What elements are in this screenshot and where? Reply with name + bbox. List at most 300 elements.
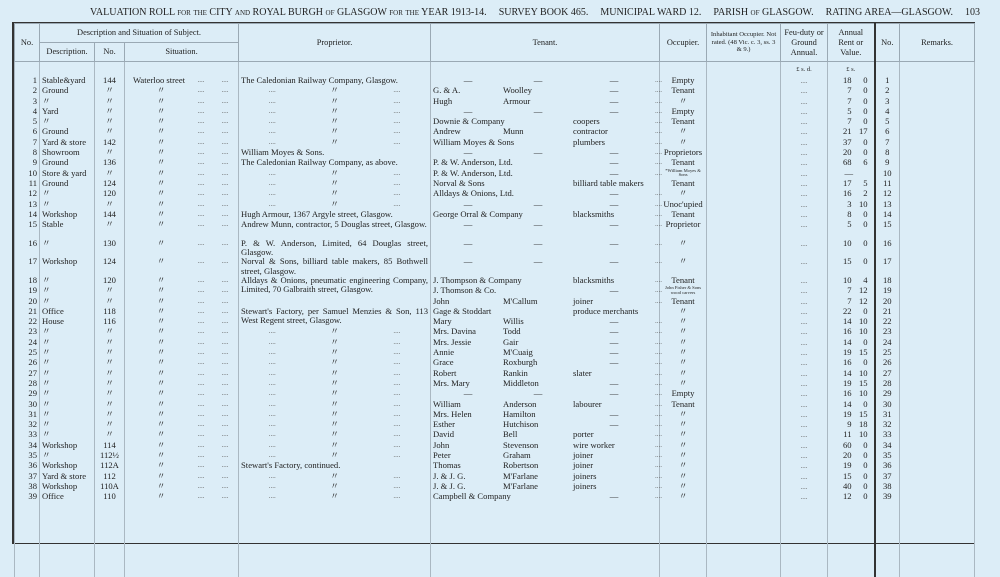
row-situation xyxy=(125,430,239,440)
tenant-surname: — xyxy=(503,239,573,248)
row-remarks xyxy=(900,327,975,337)
dots: .... xyxy=(189,389,213,398)
row-tenant xyxy=(431,220,660,239)
dots: .... xyxy=(801,221,808,229)
rent-cells xyxy=(830,482,872,491)
rent-cells xyxy=(830,200,872,209)
row-inhabitant-occupier xyxy=(707,76,781,86)
ditto-mark: 〃 xyxy=(303,189,365,198)
ditto-mark: 〃 xyxy=(127,338,189,347)
row-inhabitant-occupier xyxy=(707,107,781,117)
row-feu-duty xyxy=(781,472,828,482)
row-number-right: 4 xyxy=(875,107,900,117)
situation-cells xyxy=(127,189,236,198)
situation-cells xyxy=(127,86,236,95)
dots: .... xyxy=(801,258,808,266)
dots: .... xyxy=(189,420,213,429)
row-remarks xyxy=(900,148,975,158)
row-situation xyxy=(125,239,239,258)
dots: .... xyxy=(366,420,428,429)
tenant-name: J. Thomson & Co. xyxy=(433,286,573,295)
tenant-trade: billiard table makers xyxy=(573,179,655,188)
dots: .... xyxy=(655,117,662,126)
dots: .... xyxy=(366,327,428,336)
ditto-mark: 〃 xyxy=(303,482,365,491)
row-street-number: 142 xyxy=(95,138,125,148)
tenant-cells xyxy=(433,107,657,116)
proprietor-ditto xyxy=(241,338,428,347)
dots: .... xyxy=(241,430,303,439)
ditto-mark: 〃 xyxy=(303,472,365,481)
row-number: 29 xyxy=(15,389,40,399)
row-inhabitant-occupier xyxy=(707,117,781,127)
tenant-cells xyxy=(433,286,657,295)
row-number: 32 xyxy=(15,420,40,430)
rent-shillings: 0 xyxy=(852,117,868,126)
dots: .... xyxy=(801,201,808,209)
tenant-surname: Willis xyxy=(503,317,573,326)
rent-pounds: 16 xyxy=(830,327,852,336)
tenant-trade: — xyxy=(573,239,655,248)
occupier-text: 〃 xyxy=(679,357,688,367)
row-description: Workshop xyxy=(40,461,95,471)
dots: .... xyxy=(213,472,237,481)
row-proprietor xyxy=(239,257,431,276)
dots: .... xyxy=(655,169,662,178)
dots: .... xyxy=(366,441,428,450)
tenant-cells xyxy=(433,420,657,429)
row-number: 37 xyxy=(15,472,40,482)
row-number: 5 xyxy=(15,117,40,127)
row-situation xyxy=(125,317,239,327)
rent-shillings: 0 xyxy=(852,76,868,85)
row-proprietor xyxy=(239,389,431,399)
table-row xyxy=(15,220,975,239)
occupier-text: 〃 xyxy=(679,238,688,248)
tenant-cells xyxy=(433,389,657,398)
row-feu-duty xyxy=(781,317,828,327)
dots: .... xyxy=(213,200,237,209)
tenant-trade: joiner xyxy=(573,297,655,306)
row-tenant xyxy=(431,286,660,296)
proprietor-text: The Caledonian Railway Company, as above. xyxy=(241,157,398,167)
row-number: 25 xyxy=(15,348,40,358)
row-feu-duty xyxy=(781,158,828,168)
ditto-mark: 〃 xyxy=(303,97,365,106)
dots: .... xyxy=(366,410,428,419)
row-situation xyxy=(125,220,239,239)
occupier-text: Tenant xyxy=(671,399,694,409)
row-tenant xyxy=(431,76,660,86)
row-number: 23 xyxy=(15,327,40,337)
ditto-mark: 〃 xyxy=(303,369,365,378)
row-description: 〃 xyxy=(40,276,95,286)
row-number-right: 22 xyxy=(875,317,900,327)
row-tenant xyxy=(431,307,660,317)
dots: .... xyxy=(655,348,662,357)
row-description: 〃 xyxy=(40,117,95,127)
dots: .... xyxy=(801,328,808,336)
row-inhabitant-occupier xyxy=(707,220,781,239)
tenant-trade: — xyxy=(573,200,655,209)
occupier-text: Tenant xyxy=(671,116,694,126)
row-remarks xyxy=(900,420,975,430)
proprietor-text: William Moyes & Sons. xyxy=(241,147,324,157)
row-situation xyxy=(125,86,239,96)
row-situation xyxy=(125,492,239,502)
dots: .... xyxy=(213,158,237,167)
row-description: Office xyxy=(40,307,95,317)
tenant-cells xyxy=(433,338,657,347)
dots: .... xyxy=(189,348,213,357)
dots: .... xyxy=(801,108,808,116)
occupier-text: Empty xyxy=(672,106,695,116)
row-inhabitant-occupier xyxy=(707,297,781,307)
tenant-cells xyxy=(433,482,657,491)
dots: .... xyxy=(189,210,213,219)
tenant-cells xyxy=(433,441,657,450)
rent-cells xyxy=(830,189,872,198)
row-number: 24 xyxy=(15,338,40,348)
dots: .... xyxy=(801,118,808,126)
situation-cells xyxy=(127,492,236,501)
dots: .... xyxy=(655,358,662,367)
ditto-mark: 〃 xyxy=(127,169,189,178)
dots: .... xyxy=(366,189,428,198)
tenant-trade: — xyxy=(573,169,655,178)
rent-shillings: 0 xyxy=(852,210,868,219)
blank-cell xyxy=(40,502,95,577)
row-number-right: 38 xyxy=(875,482,900,492)
valuation-rows xyxy=(15,62,975,577)
row-proprietor xyxy=(239,239,431,258)
ditto-mark: 〃 xyxy=(303,358,365,367)
rent-shillings: 0 xyxy=(852,239,868,248)
dots: .... xyxy=(801,298,808,306)
dots: .... xyxy=(655,297,662,306)
rent-shillings: 12 xyxy=(852,297,868,306)
row-situation xyxy=(125,369,239,379)
tenant-first-name: J. & J. G. xyxy=(433,482,503,491)
dots: .... xyxy=(189,220,213,229)
row-number-right: 10 xyxy=(875,169,900,179)
ditto-mark: 〃 xyxy=(303,441,365,450)
tenant-surname: Bell xyxy=(503,430,573,439)
ditto-mark: 〃 xyxy=(127,472,189,481)
dots: .... xyxy=(189,239,213,248)
dots: .... xyxy=(366,358,428,367)
rent-pounds: 68 xyxy=(830,158,852,167)
dots: .... xyxy=(189,158,213,167)
row-remarks xyxy=(900,430,975,440)
row-street-number: 〃 xyxy=(95,389,125,399)
tenant-name: Norval & Sons xyxy=(433,179,573,188)
row-street-number: 110A xyxy=(95,482,125,492)
tenant-surname: Stevenson xyxy=(503,441,573,450)
situation-cells xyxy=(127,117,236,126)
ditto-mark: 〃 xyxy=(303,420,365,429)
proprietor-ditto xyxy=(241,358,428,367)
row-inhabitant-occupier xyxy=(707,441,781,451)
ditto-mark: 〃 xyxy=(127,451,189,460)
row-situation xyxy=(125,327,239,337)
tenant-trade: labourer xyxy=(573,400,655,409)
situation-cells xyxy=(127,179,236,188)
ditto-mark: 〃 xyxy=(127,369,189,378)
dots: .... xyxy=(655,430,662,439)
rent-shillings: 0 xyxy=(852,461,868,470)
row-number-right: 13 xyxy=(875,200,900,210)
row-number-right: 29 xyxy=(875,389,900,399)
tenant-cells xyxy=(433,297,657,306)
tenant-first-name: John xyxy=(433,297,503,306)
rent-pounds: 17 xyxy=(830,179,852,188)
tenant-trade: — xyxy=(573,97,655,106)
ditto-mark: 〃 xyxy=(303,451,365,460)
dots: .... xyxy=(655,389,662,398)
row-situation xyxy=(125,297,239,307)
dots: .... xyxy=(213,297,237,306)
rent-cells xyxy=(830,472,872,481)
dots: .... xyxy=(189,410,213,419)
header-tenant: Tenant. xyxy=(431,24,660,62)
row-tenant xyxy=(431,451,660,461)
rent-cells xyxy=(830,441,872,450)
dots: .... xyxy=(189,169,213,178)
feu-units: £ s. d. xyxy=(781,62,828,77)
row-street-number: 114 xyxy=(95,441,125,451)
rent-cells xyxy=(830,358,872,367)
row-street-number: 〃 xyxy=(95,410,125,420)
dots: .... xyxy=(213,286,237,295)
proprietor-ditto xyxy=(241,348,428,357)
rent-cells xyxy=(830,400,872,409)
situation-cells xyxy=(127,482,236,491)
ditto-mark: 〃 xyxy=(127,482,189,491)
dots: .... xyxy=(241,179,303,188)
dots: .... xyxy=(366,200,428,209)
dots: .... xyxy=(189,138,213,147)
row-number: 35 xyxy=(15,451,40,461)
ditto-mark: 〃 xyxy=(127,400,189,409)
row-feu-duty xyxy=(781,410,828,420)
occupier-text: 〃 xyxy=(679,188,688,198)
situation-cells xyxy=(127,400,236,409)
row-number: 34 xyxy=(15,441,40,451)
proprietor-ditto xyxy=(241,200,428,209)
blank-cell xyxy=(781,502,828,577)
row-number-right: 15 xyxy=(875,220,900,239)
dots: .... xyxy=(655,369,662,378)
row-number-right: 8 xyxy=(875,148,900,158)
rent-pounds: 10 xyxy=(830,239,852,248)
proprietor-ditto xyxy=(241,389,428,398)
tenant-cells xyxy=(433,379,657,388)
row-situation xyxy=(125,179,239,189)
ditto-mark: 〃 xyxy=(303,117,365,126)
ditto-mark: 〃 xyxy=(303,169,365,178)
row-remarks xyxy=(900,338,975,348)
tenant-trade: slater xyxy=(573,369,655,378)
row-annual-rent xyxy=(828,257,875,276)
ditto-mark: 〃 xyxy=(127,286,189,295)
tenant-surname: Armour xyxy=(503,97,573,106)
row-street-number: 〃 xyxy=(95,348,125,358)
occupier-text: 〃 xyxy=(679,419,688,429)
row-inhabitant-occupier xyxy=(707,97,781,107)
row-street-number: 〃 xyxy=(95,107,125,117)
row-remarks xyxy=(900,107,975,117)
rent-cells xyxy=(830,239,872,248)
row-situation xyxy=(125,451,239,461)
rent-shillings: 0 xyxy=(852,307,868,316)
tenant-cells xyxy=(433,158,657,167)
dots: .... xyxy=(241,97,303,106)
rent-cells xyxy=(830,276,872,285)
rent-pounds: 20 xyxy=(830,148,852,157)
row-description: 〃 xyxy=(40,297,95,307)
proprietor-text: The Caledonian Railway Company, Glasgow. xyxy=(241,75,398,85)
row-annual-rent xyxy=(828,286,875,296)
tenant-first-name: William xyxy=(433,400,503,409)
dots: .... xyxy=(213,461,237,470)
dots: .... xyxy=(655,76,662,85)
rent-shillings: 10 xyxy=(852,317,868,326)
dots: .... xyxy=(241,107,303,116)
tenant-trade: plumbers xyxy=(573,138,655,147)
dots: .... xyxy=(213,148,237,157)
table-row xyxy=(15,389,975,399)
ditto-mark: 〃 xyxy=(127,200,189,209)
tenant-surname: Hutchison xyxy=(503,420,573,429)
row-remarks xyxy=(900,179,975,189)
tenant-surname: — xyxy=(503,200,573,209)
row-remarks xyxy=(900,389,975,399)
rent-cells xyxy=(830,257,872,266)
row-description: Store & yard xyxy=(40,169,95,179)
rent-pounds: 5 xyxy=(830,107,852,116)
rent-pounds: 40 xyxy=(830,482,852,491)
dots: .... xyxy=(213,257,237,266)
situation-cells xyxy=(127,441,236,450)
row-number-right: 12 xyxy=(875,189,900,199)
row-number: 12 xyxy=(15,189,40,199)
ditto-mark: 〃 xyxy=(127,239,189,248)
row-number-right: 9 xyxy=(875,158,900,168)
row-number: 36 xyxy=(15,461,40,471)
row-description: 〃 xyxy=(40,451,95,461)
row-remarks xyxy=(900,317,975,327)
ditto-mark: 〃 xyxy=(127,327,189,336)
dots: .... xyxy=(189,257,213,266)
tenant-first-name: — xyxy=(433,257,503,266)
tenant-surname: Roxburgh xyxy=(503,358,573,367)
row-number-right: 26 xyxy=(875,358,900,368)
header-no-right: No. xyxy=(875,24,900,62)
blank-row xyxy=(15,502,975,577)
rent-pounds: 16 xyxy=(830,389,852,398)
ditto-mark: 〃 xyxy=(127,158,189,167)
row-description: 〃 xyxy=(40,420,95,430)
row-remarks xyxy=(900,257,975,276)
row-feu-duty xyxy=(781,451,828,461)
rent-cells xyxy=(830,369,872,378)
row-feu-duty xyxy=(781,338,828,348)
row-number: 38 xyxy=(15,482,40,492)
row-number-right: 21 xyxy=(875,307,900,317)
tenant-cells xyxy=(433,400,657,409)
tenant-trade: blacksmiths xyxy=(573,210,655,219)
row-situation xyxy=(125,158,239,168)
rent-shillings: 0 xyxy=(852,257,868,266)
tenant-cells xyxy=(433,117,657,126)
occupier-text: Tenant xyxy=(671,296,694,306)
rent-shillings: 6 xyxy=(852,158,868,167)
row-feu-duty xyxy=(781,257,828,276)
tenant-first-name: — xyxy=(433,239,503,248)
row-remarks xyxy=(900,400,975,410)
rent-pounds: 3 xyxy=(830,200,852,209)
row-inhabitant-occupier xyxy=(707,158,781,168)
dots: .... xyxy=(801,431,808,439)
row-street-number: 〃 xyxy=(95,400,125,410)
row-number: 8 xyxy=(15,148,40,158)
occupier-text: 〃 xyxy=(679,378,688,388)
occupier-note: John Fisher & Sons wood carvers xyxy=(662,286,704,295)
row-number: 14 xyxy=(15,210,40,220)
occupier-text: Tenant xyxy=(671,157,694,167)
dots: .... xyxy=(213,220,237,229)
dots: .... xyxy=(801,390,808,398)
rent-pounds: 8 xyxy=(830,210,852,219)
row-number-right: 34 xyxy=(875,441,900,451)
tenant-trade: — xyxy=(573,286,655,295)
dots: .... xyxy=(801,180,808,188)
row-description: Stable&yard xyxy=(40,76,95,86)
rent-pounds: 19 xyxy=(830,461,852,470)
row-description: 〃 xyxy=(40,327,95,337)
situation-cells xyxy=(127,297,236,306)
rent-shillings: 0 xyxy=(852,451,868,460)
rent-pounds: 14 xyxy=(830,317,852,326)
dots: .... xyxy=(189,297,213,306)
rent-pounds: 21 xyxy=(830,127,852,136)
valuation-table-frame xyxy=(12,22,975,544)
occupier-text: 〃 xyxy=(679,316,688,326)
dots: .... xyxy=(655,158,662,167)
tenant-trade: — xyxy=(573,389,655,398)
header-situation: Situation. xyxy=(125,43,239,62)
situation-cells xyxy=(127,389,236,398)
rent-shillings: 0 xyxy=(852,138,868,147)
row-description: 〃 xyxy=(40,389,95,399)
row-occupier xyxy=(660,492,707,502)
row-number-right: 1 xyxy=(875,76,900,86)
dots: .... xyxy=(801,211,808,219)
occupier-text: Proprietors xyxy=(664,147,702,157)
tenant-name: Alldays & Onions, Ltd. xyxy=(433,189,573,198)
row-feu-duty xyxy=(781,369,828,379)
proprietor-ditto xyxy=(241,410,428,419)
rent-pounds: 20 xyxy=(830,451,852,460)
tenant-cells xyxy=(433,210,657,219)
rent-shillings: 15 xyxy=(852,348,868,357)
tenant-cells xyxy=(433,220,657,229)
ditto-mark: 〃 xyxy=(303,200,365,209)
dots: .... xyxy=(801,473,808,481)
row-street-number: 112A xyxy=(95,461,125,471)
ditto-mark: 〃 xyxy=(127,461,189,470)
